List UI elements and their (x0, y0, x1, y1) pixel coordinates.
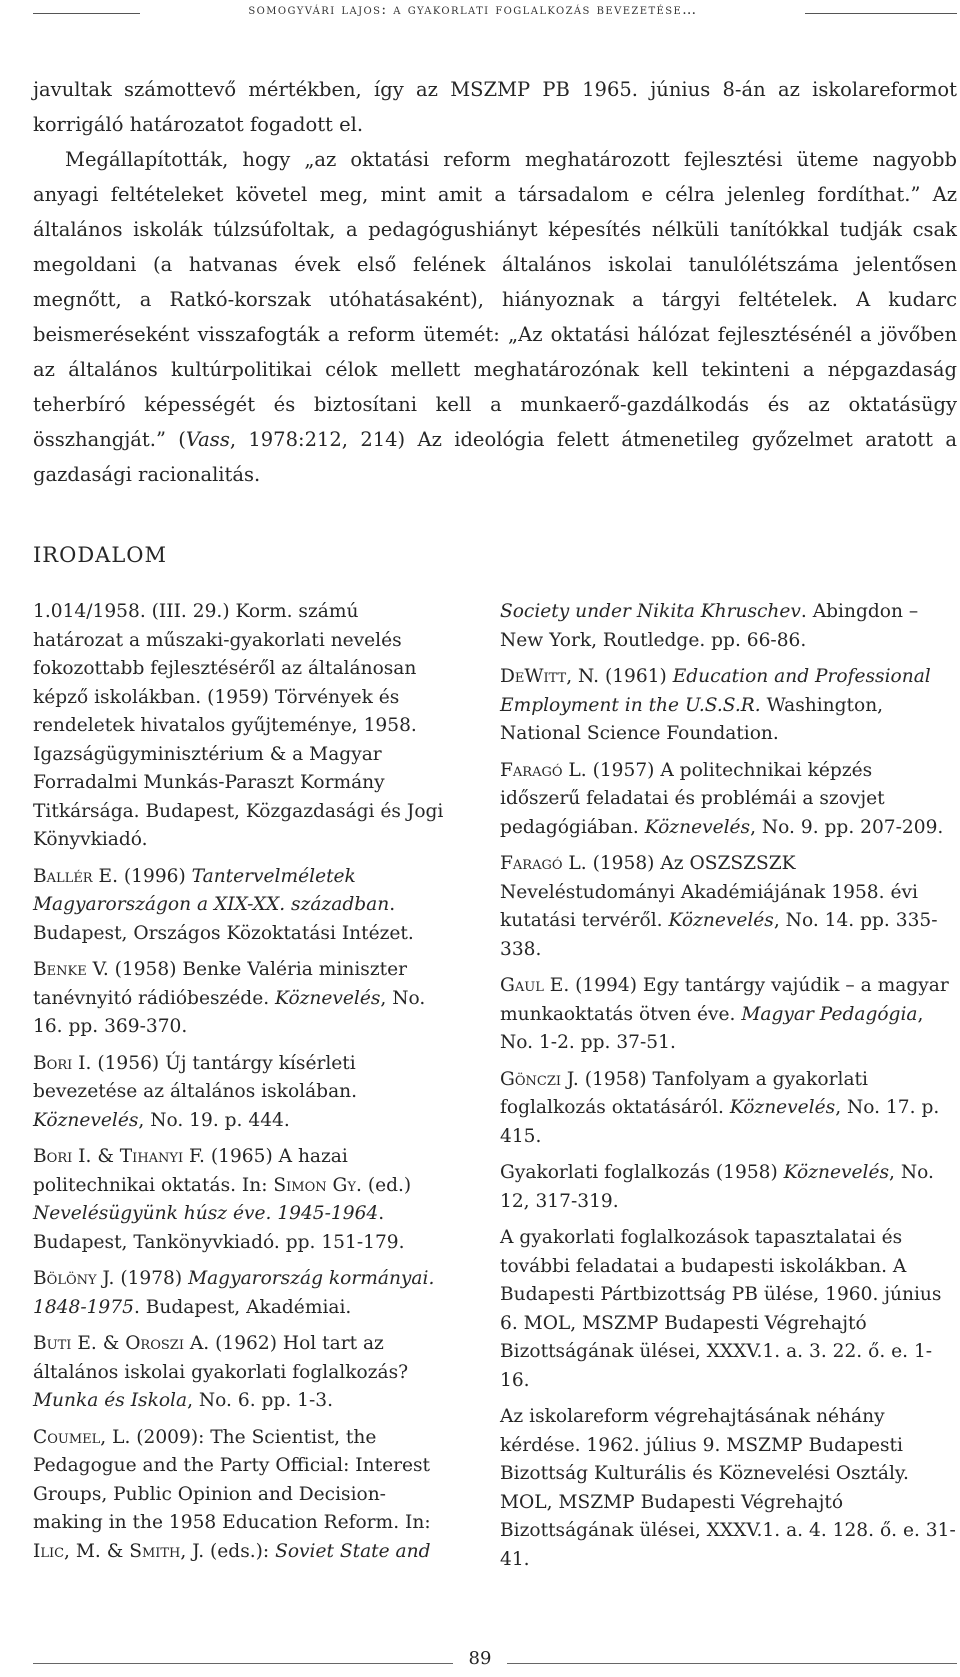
reference-entry (500, 850, 958, 964)
reference-entry (33, 1330, 453, 1416)
reference-entry (500, 1159, 958, 1216)
body-text (33, 72, 957, 492)
reference-journal: Köznevelés (729, 1097, 836, 1118)
reference-author: Gönczi J. (500, 1068, 579, 1090)
reference-editor: Simon Gy. (273, 1174, 362, 1196)
reference-journal: Magyar Pedagógia (741, 1003, 918, 1025)
references-column-right (500, 598, 958, 1582)
reference-text: (1996) (118, 865, 192, 887)
reference-author: Coumel, L. (33, 1426, 131, 1448)
reference-text: (1962) Hol tart az általános iskolai gyakorlati foglalkozás? (33, 1333, 409, 1383)
reference-journal: Köznevelés (275, 987, 381, 1009)
reference-journal: Köznevelés (668, 910, 774, 931)
reference-text: , No. 9. pp. 207-209. (750, 816, 944, 838)
paragraph: javultak számottevő mértékben, így az MSZMP PB 1965. június 8-án az iskolareformot korrigáló határozatot fogadott el. (33, 78, 957, 136)
reference-text: , No. 1-2. pp. 37-51. (500, 1003, 924, 1053)
citation-author: Vass (185, 428, 230, 451)
reference-entry (33, 1050, 453, 1136)
reference-text: (1958) Tanfolyam a gyakorlati foglalkozás oktatásáról. (500, 1068, 868, 1118)
reference-entry: 1.014/1958. (III. 29.) Korm. számú határozat a műszaki-gyakorlati nevelés fokozottabb fejlesztéséről az általánosan képző iskolákban. (1959) Törvények és rendeletek hivatalos gyűjteménye, 1958. Igazságügyminisztérium & a Magyar Forradalmi Munkás-Paraszt Kormány Titkársága. Budapest, Közgazdasági és Jogi Könyvkiadó. (33, 601, 444, 850)
reference-text: , No. 19. p. 444. (138, 1109, 290, 1131)
reference-author: Faragó L. (500, 759, 587, 781)
header-rule-left (33, 13, 140, 14)
reference-text: (ed.) (361, 1174, 412, 1196)
reference-title: Magyarország kormányai. 1848-1975 (33, 1268, 435, 1318)
reference-text: , No. 12, 317-319. (500, 1162, 934, 1212)
paragraph-text: , 1978:212, 214) Az ideológia felett átmenetileg győzelmet aratott a gazdasági racionalitás. (33, 428, 957, 486)
reference-text: (1994) Egy tantárgy vajúdik – a magyar munkaoktatás ötven éve. (500, 975, 949, 1025)
reference-text: (1965) A hazai politechnikai oktatás. In: (33, 1146, 348, 1196)
reference-text: . Budapest, Akadémiai. (133, 1296, 352, 1318)
reference-text: , No. 17. p. 415. (500, 1097, 940, 1147)
reference-entry-continued (500, 598, 958, 655)
reference-entry (500, 1066, 958, 1152)
reference-text: , No. 16. pp. 369-370. (33, 987, 426, 1037)
reference-text: . Abingdon – New York, Routledge. pp. 66-86. (500, 601, 919, 651)
running-header (0, 0, 960, 30)
reference-journal: Munka és Iskola (33, 1390, 188, 1411)
reference-text: (eds.): (204, 1540, 276, 1562)
reference-entry (500, 757, 958, 843)
reference-title: Nevelésügyünk húsz éve. 1945-1964 (33, 1203, 379, 1224)
reference-text: , No. 14. pp. 335-338. (500, 910, 938, 960)
reference-entry (500, 663, 958, 749)
paragraph (33, 142, 957, 492)
reference-author: Faragó L. (500, 853, 587, 874)
paragraph-text: Megállapították, hogy „az oktatási reform meghatározott fejlesztési üteme nagyobb anyagi feltételeket követel meg, mint amit a társadalom e célra jelenleg fordíthat.” Az általános iskolák túlzsúfoltak, a pedagógushiányt képesítés nélküli tanítókkal tudják csak megoldani (a hatvanas évek első felének általános iskolai tanulólétszáma jelentősen megnőtt, a Ratkó-korszak utóhatásaként), hiányoznak a tárgyi feltételek. A kudarc beismeréseként visszafogták a reform ütemét: „Az oktatási hálózat fejlesztésénél a jövőben az általános kultúrpolitikai célok mellett meghatározónak kell tekinteni a népgazdaság teherbíró képességét és biztosítani kell a munkaerő-gazdálkodás és az oktatásügy összhangját.” ( (33, 148, 957, 451)
references-column-left (33, 598, 453, 1574)
running-title: somogyvári lajos: a gyakorlati foglalkozás bevezetése… (248, 2, 698, 18)
reference-editor: Ilic, M. & Smith, J. (33, 1540, 205, 1562)
reference-author: Gaul E. (500, 975, 570, 996)
reference-text: . Budapest, Országos Közoktatási Intézet. (33, 894, 414, 944)
reference-entry (33, 956, 453, 1042)
reference-title: Society under Nikita Khruschev (500, 601, 801, 622)
reference-author: Ballér E. (33, 865, 118, 887)
reference-entry (33, 1143, 453, 1257)
reference-author: DeWitt, N. (500, 666, 600, 687)
reference-title: Education and Professional Employment in the U.S.S.R. (500, 666, 931, 716)
reference-text: (1958) Benke Valéria miniszter tanévnyitó rádióbeszéde. (33, 959, 407, 1009)
reference-text: Gyakorlati foglalkozás (1958) (500, 1162, 784, 1183)
reference-author: Buti E. & Oroszi A. (33, 1333, 210, 1354)
reference-author: Bölöny J. (33, 1268, 115, 1289)
reference-author: Bori I. & Tihanyi F. (33, 1146, 205, 1167)
reference-entry (500, 972, 958, 1058)
reference-entry (33, 863, 453, 949)
header-rule-right (805, 13, 957, 14)
reference-title: Tantervelméletek Magyarországon a XIX-XX. században (33, 865, 390, 915)
page-number: 89 (468, 1648, 492, 1669)
reference-text: . Budapest, Tankönyvkiadó. pp. 151-179. (33, 1203, 405, 1253)
reference-author: Benke V. (33, 959, 109, 980)
reference-author: Bori I. (33, 1052, 92, 1074)
reference-journal: Köznevelés (644, 816, 751, 838)
reference-text: (1956) Új tantárgy kísérleti bevezetése az általános iskolában. (33, 1052, 358, 1102)
reference-entry (33, 1265, 453, 1322)
reference-entry: A gyakorlati foglalkozások tapasztalatai és további feladatai a budapesti iskolákban. A Budapesti Pártbizottság PB ülése, 1960. június 6. MOL, MSZMP Budapesti Végrehajtó Bizottságának ülései, XXXV.1. a. 3. 22. ő. e. 1-16. (500, 1227, 942, 1391)
reference-text: (1961) (599, 666, 673, 687)
footer-rule-right (507, 1663, 957, 1664)
reference-entry: Az iskolareform végrehajtásának néhány kérdése. 1962. július 9. MSZMP Budapesti Bizottság Kulturális és Köznevelési Osztály. MOL, MSZMP Budapesti Végrehajtó Bizottságának ülései, XXXV.1. a. 4. 128. ő. e. 31-41. (500, 1406, 956, 1570)
reference-text: (1958) Az OSZSZSZK Neveléstudományi Akadémiájának 1958. évi kutatási tervéről. (500, 853, 918, 931)
reference-text: Washington, National Science Foundation. (500, 694, 884, 744)
reference-title: Soviet State and (275, 1540, 431, 1562)
reference-text: (1978) (114, 1268, 189, 1289)
section-heading: IRODALOM (33, 543, 167, 567)
reference-text: (1957) A politechnikai képzés időszerű feladatai és problémái a szovjet pedagógiában. (500, 759, 885, 838)
reference-text: (2009): The Scientist, the Pedagogue and the Party Official: Interest Groups, Public Opinion and Decision-making in the 1958 Education Reform. In: (33, 1426, 431, 1533)
reference-journal: Köznevelés (33, 1109, 139, 1131)
reference-entry (33, 1424, 453, 1567)
reference-text: , No. 6. pp. 1-3. (187, 1390, 334, 1411)
reference-journal: Köznevelés (783, 1162, 890, 1183)
